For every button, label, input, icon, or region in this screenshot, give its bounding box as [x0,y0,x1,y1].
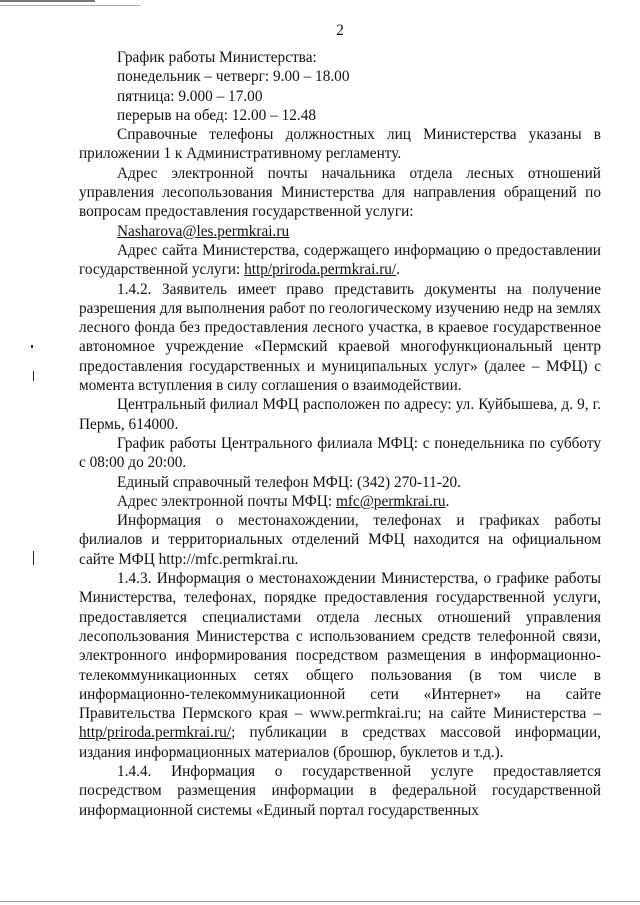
paragraph-site [79,241,601,280]
site-text: Адрес сайта Министерства, содержащего информацию о предоставлении государственной услуги: [79,241,601,279]
paragraph-phones: Справочные телефоны должностных лиц Министерства указаны в приложении 1 к Административному регламенту. [79,126,601,163]
paragraph-1-4-2: 1.4.2. Заявитель имеет право представить документы на получение разрешения для выполнения работ по геологическому изучению недр на землях лесного фонда без предоставления лесного участка, в краевое государственное автономное учреждение «Пермский краевой многофункциональный центр предоставления государственных и муниципальных услуг» (далее – МФЦ) с момента вступления в силу соглашения о взаимодействии. [79,280,601,395]
site-text-end: . [396,261,401,279]
scan-speck [33,551,34,565]
paragraph-mfc-address: Центральный филиал МФЦ расположен по адресу: ул. Куйбышева, д. 9, г. Пермь, 614000. [79,396,601,433]
mfc-email-text: Адрес электронной почты МФЦ: [117,492,336,510]
schedule-mon-thu: понедельник – четверг: 9.00 – 18.00 [117,68,350,86]
paragraph-email [79,222,601,241]
paragraph-email-intro: Адрес электронной почты начальника отдела лесных отношений управления лесопользования Министерства для направления обращений по вопросам предоставления государственной услуги: [79,164,601,221]
scan-speck [31,345,33,348]
scan-edge-top-faint [0,5,140,6]
scan-speck [33,371,34,381]
site-link[interactable]: http/priroda.permkrai.ru/ [244,261,397,279]
schedule-friday: пятница: 9.000 – 17.00 [117,87,263,105]
mfc-email-text-end: . [445,492,450,510]
paragraph-mfc-email [79,492,601,511]
paragraph-mfc-branches: Информация о местонахождении, телефонах и графиках работы филиалов и территориальных отделений МФЦ находится на официальном сайте МФЦ http://mfc.permkrai.ru. [79,512,601,568]
p143-text-end: ; публикации в средствах массовой информации, издания информационных материалов (брошюр, буклетов и т.д.). [79,724,601,761]
schedule-title: График работы Министерства: [117,49,317,66]
paragraph-1-4-3 [79,569,601,762]
p143-text: 1.4.3. Информация о местонахождении Министерства, о графике работы Министерства, телефонах, порядке предоставления государственной услуги, предоставляется специалистами отдела лесных отношений управления лесопользования Министерства с использованием средств телефонной связи, электронного информирования посредством размещения в информационно-телекоммуникационных сетях общего пользования (в том числе в информационно-телекоммуникационной сети «Интернет» на сайте Правительства Пермского края – www.permkrai.ru; на сайте Министерства – [79,570,601,723]
scan-edge-bottom [0,901,640,902]
paragraph-mfc-phone: Единый справочный телефон МФЦ: (342) 270-11-20. [117,473,461,491]
paragraph-mfc-schedule: График работы Центрального филиала МФЦ: с понедельника по субботу с 08:00 до 20:00. [79,434,601,472]
page-number: 2 [336,22,344,39]
scan-edge-top [0,0,95,2]
document-body [79,48,601,820]
mfc-email-link[interactable]: mfc@permkrai.ru [335,492,446,510]
schedule-lunch: перерыв на обед: 12.00 – 12.48 [117,106,316,124]
email-link[interactable]: Nasharova@les.permkrai.ru [117,222,290,240]
paragraph-1-4-4: 1.4.4. Информация о государственной услуге предоставляется посредством размещения информации в федеральной государственной информационной системы «Единый портал государственных [79,762,601,819]
p143-link[interactable]: http/priroda.permkrai.ru/ [79,724,232,742]
